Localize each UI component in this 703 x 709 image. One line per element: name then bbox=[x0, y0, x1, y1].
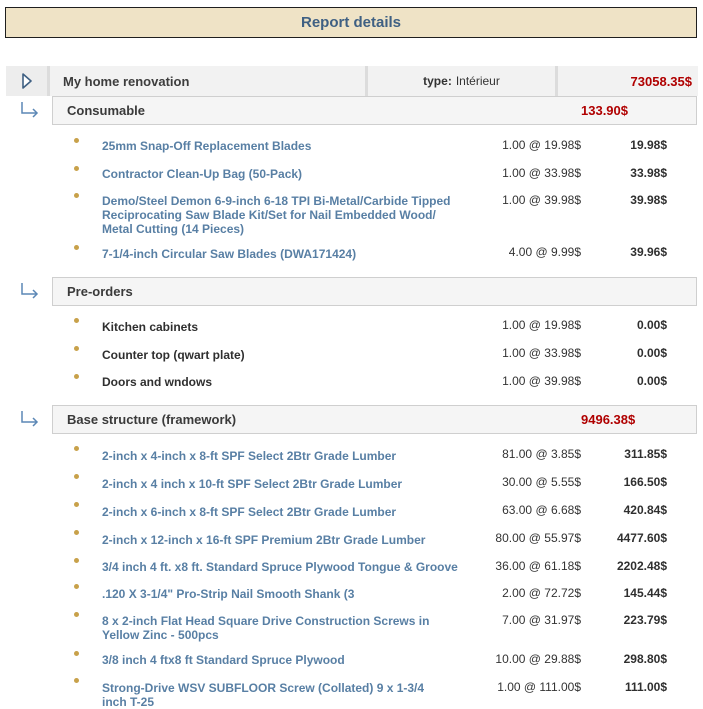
item-name-link[interactable]: 2-inch x 12-inch x 16-ft SPF Premium 2Btr Grade Lumber bbox=[102, 533, 426, 547]
item-name-link[interactable]: 2-inch x 6-inch x 8-ft SPF Select 2Btr Grade Lumber bbox=[102, 505, 397, 519]
dot-bullet-icon bbox=[74, 346, 79, 351]
dot-bullet-icon bbox=[74, 245, 79, 250]
project-type bbox=[368, 66, 558, 96]
item-total: 0.00$ bbox=[636, 318, 667, 332]
item-total: 111.00$ bbox=[624, 680, 667, 694]
item-total: 4477.60$ bbox=[616, 531, 667, 545]
item-quantity-price: 10.00 @ 29.88$ bbox=[495, 652, 581, 666]
item-quantity-price: 36.00 @ 61.18$ bbox=[495, 559, 581, 573]
dot-bullet-icon bbox=[74, 678, 79, 683]
project-type-label: type: bbox=[423, 74, 452, 88]
item-quantity-price: 4.00 @ 9.99$ bbox=[508, 245, 581, 259]
play-triangle-icon bbox=[21, 73, 33, 89]
item-name-link[interactable]: Demo/Steel Demon 6-9-inch 6-18 TPI Bi-Metal/Carbide Tipped Reciprocating Saw Blade Kit/Set for Nail Embedded Wood/ Metal Cutting (14 Pieces) bbox=[102, 194, 451, 236]
corner-down-right-arrow-icon[interactable] bbox=[19, 281, 41, 299]
item-name-link[interactable]: 25mm Snap-Off Replacement Blades bbox=[102, 139, 312, 153]
item-quantity-price: 80.00 @ 55.97$ bbox=[495, 531, 581, 545]
project-total: 73058.35$ bbox=[558, 66, 698, 96]
section-title: Base structure (framework) bbox=[67, 412, 237, 427]
report-header bbox=[5, 7, 697, 38]
dot-bullet-icon bbox=[74, 584, 79, 589]
section-header-pre-orders[interactable] bbox=[52, 277, 697, 306]
item-name-link[interactable]: 3/8 inch 4 ftx8 ft Standard Spruce Plywood bbox=[102, 653, 345, 667]
item-name-link[interactable]: 7-1/4-inch Circular Saw Blades (DWA171424) bbox=[102, 247, 357, 261]
dot-bullet-icon bbox=[74, 558, 79, 563]
corner-down-right-arrow-icon[interactable] bbox=[19, 100, 41, 118]
item-name-link[interactable]: 2-inch x 4-inch x 8-ft SPF Select 2Btr Grade Lumber bbox=[102, 449, 397, 463]
item-total: 223.79$ bbox=[623, 613, 667, 627]
section-title: Consumable bbox=[67, 103, 146, 118]
item-total: 420.84$ bbox=[623, 503, 667, 517]
item-name-link[interactable]: Contractor Clean-Up Bag (50-Pack) bbox=[102, 167, 303, 181]
item-total: 145.44$ bbox=[623, 586, 667, 600]
item-total: 166.50$ bbox=[623, 475, 667, 489]
dot-bullet-icon bbox=[74, 612, 79, 617]
dot-bullet-icon bbox=[74, 318, 79, 323]
item-quantity-price: 81.00 @ 3.85$ bbox=[502, 447, 581, 461]
dot-bullet-icon bbox=[74, 193, 79, 198]
item-quantity-price: 1.00 @ 33.98$ bbox=[502, 166, 581, 180]
dot-bullet-icon bbox=[74, 374, 79, 379]
item-total: 298.80$ bbox=[623, 652, 667, 666]
dot-bullet-icon bbox=[74, 502, 79, 507]
item-quantity-price: 7.00 @ 31.97$ bbox=[502, 613, 581, 627]
section-total: 9496.38$ bbox=[581, 412, 636, 427]
report-title: Report details bbox=[300, 14, 402, 31]
project-type-value: Intérieur bbox=[455, 74, 500, 88]
section-total: 133.90$ bbox=[581, 103, 628, 118]
item-quantity-price: 1.00 @ 39.98$ bbox=[502, 374, 581, 388]
item-name-link[interactable]: 3/4 inch 4 ft. x8 ft. Standard Spruce Plywood Tongue & Groove bbox=[102, 560, 458, 574]
item-name-link[interactable]: .120 X 3-1/4" Pro-Strip Nail Smooth Shank (3 bbox=[102, 587, 355, 601]
dot-bullet-icon bbox=[74, 530, 79, 535]
item-quantity-price: 30.00 @ 5.55$ bbox=[502, 475, 581, 489]
item-total: 0.00$ bbox=[636, 346, 667, 360]
item-name: Doors and wndows bbox=[102, 375, 213, 389]
item-name: Counter top (qwart plate) bbox=[102, 348, 245, 362]
project-row bbox=[6, 66, 698, 96]
dot-bullet-icon bbox=[74, 166, 79, 171]
item-name-link[interactable]: Strong-Drive WSV SUBFLOOR Screw (Collated) 9 x 1-3/4 inch T-25 bbox=[102, 681, 425, 709]
section-header-consumable[interactable] bbox=[52, 96, 697, 125]
item-name: Kitchen cabinets bbox=[102, 320, 199, 334]
dot-bullet-icon bbox=[74, 446, 79, 451]
expand-toggle[interactable] bbox=[6, 66, 50, 96]
dot-bullet-icon bbox=[74, 651, 79, 656]
item-total: 39.96$ bbox=[630, 245, 667, 259]
item-quantity-price: 1.00 @ 33.98$ bbox=[502, 346, 581, 360]
item-total: 19.98$ bbox=[630, 138, 667, 152]
item-total: 0.00$ bbox=[636, 374, 667, 388]
item-total: 33.98$ bbox=[630, 166, 667, 180]
item-quantity-price: 1.00 @ 39.98$ bbox=[502, 193, 581, 207]
item-quantity-price: 2.00 @ 72.72$ bbox=[502, 586, 581, 600]
item-total: 39.98$ bbox=[630, 193, 667, 207]
item-quantity-price: 1.00 @ 111.00$ bbox=[497, 680, 581, 694]
item-quantity-price: 63.00 @ 6.68$ bbox=[502, 503, 581, 517]
item-name-link[interactable]: 2-inch x 4 inch x 10-ft SPF Select 2Btr Grade Lumber bbox=[102, 477, 403, 491]
item-quantity-price: 1.00 @ 19.98$ bbox=[502, 138, 581, 152]
item-total: 311.85$ bbox=[624, 447, 667, 461]
item-total: 2202.48$ bbox=[616, 559, 667, 573]
dot-bullet-icon bbox=[74, 138, 79, 143]
corner-down-right-arrow-icon[interactable] bbox=[19, 409, 41, 427]
item-quantity-price: 1.00 @ 19.98$ bbox=[502, 318, 581, 332]
item-name-link[interactable]: 8 x 2-inch Flat Head Square Drive Construction Screws in Yellow Zinc - 500pcs bbox=[102, 614, 430, 642]
project-name: My home renovation bbox=[50, 66, 368, 96]
dot-bullet-icon bbox=[74, 474, 79, 479]
section-header-base-structure[interactable] bbox=[52, 405, 697, 434]
section-title: Pre-orders bbox=[67, 284, 133, 299]
